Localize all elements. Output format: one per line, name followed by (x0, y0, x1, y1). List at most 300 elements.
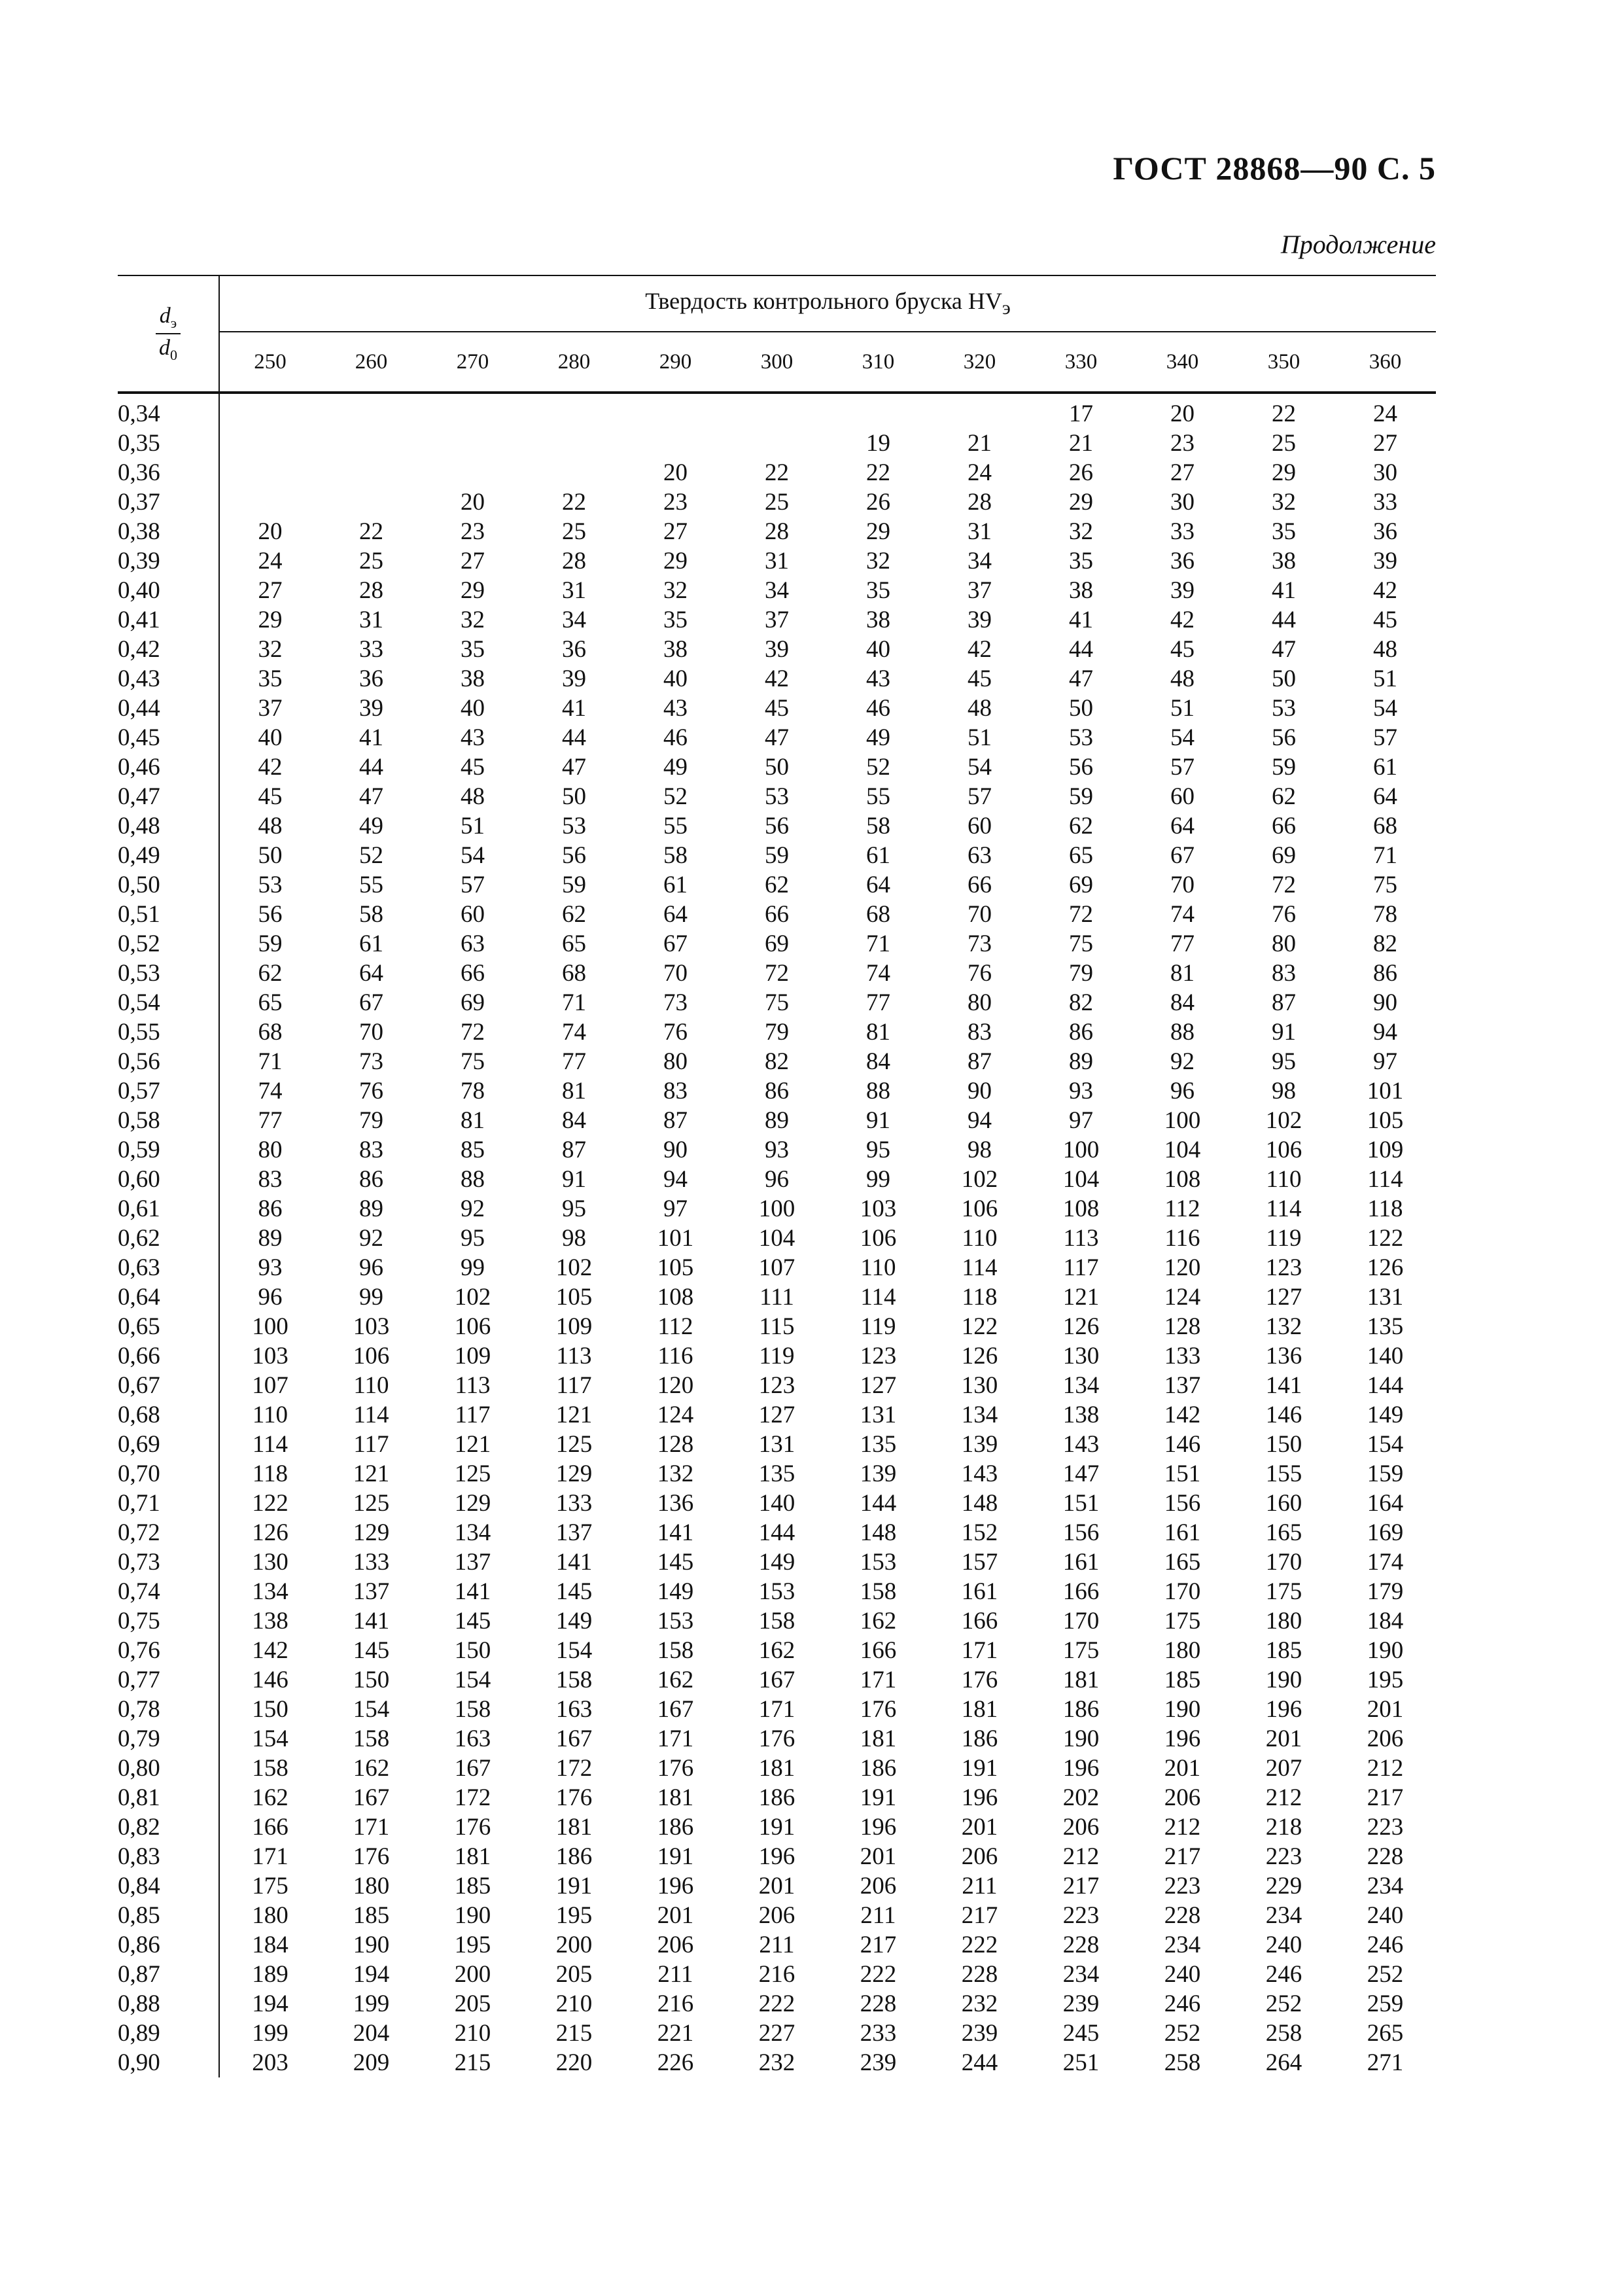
column-header: 310 (828, 332, 929, 393)
ratio-cell: 0,69 (118, 1430, 219, 1459)
value-cell (422, 393, 523, 429)
table-row (118, 752, 1436, 782)
value-cell: 72 (1272, 872, 1296, 898)
value-cell: 175 (1265, 1578, 1302, 1605)
value-cell: 137 (555, 1519, 593, 1546)
value-cell: 195 (454, 1932, 491, 1958)
value-cell: 171 (353, 1814, 390, 1841)
value-cell: 50 (258, 842, 283, 869)
value-cell: 37 (258, 695, 283, 722)
table-row (118, 870, 1436, 900)
value-cell: 38 (461, 665, 485, 692)
value-cell: 105 (1367, 1107, 1404, 1134)
value-cell: 175 (1062, 1637, 1100, 1664)
value-cell: 56 (562, 842, 586, 869)
value-cell: 27 (663, 518, 688, 545)
value-cell: 31 (765, 548, 789, 574)
value-cell: 33 (359, 636, 383, 663)
value-cell: 92 (1170, 1048, 1195, 1075)
value-cell: 121 (454, 1431, 491, 1458)
value-cell: 46 (866, 695, 890, 722)
value-cell: 49 (663, 754, 688, 781)
value-cell: 200 (454, 1961, 491, 1988)
value-cell: 170 (1164, 1578, 1201, 1605)
value-cell: 94 (663, 1166, 688, 1193)
ratio-cell: 0,72 (118, 1518, 219, 1547)
value-cell: 251 (1062, 2049, 1100, 2076)
value-cell: 141 (353, 1608, 390, 1634)
value-cell: 201 (860, 1843, 897, 1870)
value-cell: 56 (765, 813, 789, 839)
value-cell: 73 (968, 930, 992, 957)
value-cell: 88 (1170, 1019, 1195, 1046)
value-cell (726, 393, 828, 429)
value-cell: 196 (758, 1843, 795, 1870)
value-cell: 119 (860, 1313, 896, 1340)
value-cell: 80 (968, 989, 992, 1016)
value-cell: 184 (1367, 1608, 1404, 1634)
value-cell: 50 (765, 754, 789, 781)
value-cell: 84 (1170, 989, 1195, 1016)
value-cell: 200 (555, 1932, 593, 1958)
table-row (118, 1282, 1436, 1312)
value-cell: 89 (1069, 1048, 1093, 1075)
value-cell: 191 (961, 1755, 998, 1782)
value-cell: 39 (1373, 548, 1397, 574)
value-cell: 29 (1272, 459, 1296, 486)
ratio-cell: 0,52 (118, 929, 219, 959)
value-cell: 122 (1367, 1225, 1404, 1252)
value-cell: 202 (1062, 1784, 1100, 1811)
value-cell: 95 (461, 1225, 485, 1252)
value-cell: 86 (765, 1078, 789, 1104)
value-cell: 71 (258, 1048, 283, 1075)
value-cell: 73 (359, 1048, 383, 1075)
table-row (118, 929, 1436, 959)
value-cell: 24 (258, 548, 283, 574)
value-cell: 64 (1373, 783, 1397, 810)
ratio-cell: 0,50 (118, 870, 219, 900)
value-cell: 170 (1062, 1608, 1100, 1634)
value-cell: 90 (968, 1078, 992, 1104)
column-header: 300 (726, 332, 828, 393)
value-cell: 252 (1367, 1961, 1404, 1988)
value-cell (321, 458, 422, 487)
value-cell: 47 (1272, 636, 1296, 663)
value-cell: 126 (1062, 1313, 1100, 1340)
value-cell: 40 (258, 724, 283, 751)
value-cell: 60 (968, 813, 992, 839)
value-cell: 153 (758, 1578, 795, 1605)
value-cell: 62 (258, 960, 283, 987)
value-cell: 201 (961, 1814, 998, 1841)
value-cell: 161 (1164, 1519, 1201, 1546)
ratio-cell: 0,62 (118, 1224, 219, 1253)
value-cell: 185 (353, 1902, 390, 1929)
value-cell: 163 (555, 1696, 593, 1723)
value-cell: 68 (866, 901, 890, 928)
ratio-cell: 0,56 (118, 1047, 219, 1076)
value-cell: 206 (961, 1843, 998, 1870)
value-cell: 35 (1069, 548, 1093, 574)
value-cell: 222 (758, 1990, 795, 2017)
value-cell: 166 (860, 1637, 897, 1664)
value-cell: 126 (252, 1519, 288, 1546)
value-cell: 190 (1367, 1637, 1404, 1664)
table-row (118, 546, 1436, 576)
column-header: 350 (1233, 332, 1335, 393)
value-cell: 130 (252, 1549, 288, 1576)
value-cell: 45 (1373, 607, 1397, 633)
value-cell: 206 (758, 1902, 795, 1929)
value-cell: 240 (1265, 1932, 1302, 1958)
value-cell: 90 (1373, 989, 1397, 1016)
ratio-cell: 0,57 (118, 1076, 219, 1106)
value-cell: 103 (252, 1343, 288, 1369)
value-cell: 61 (359, 930, 383, 957)
ratio-fraction (156, 305, 181, 362)
table-row (118, 1371, 1436, 1400)
value-cell: 232 (758, 2049, 795, 2076)
value-cell: 39 (968, 607, 992, 633)
value-cell: 31 (968, 518, 992, 545)
table-row (118, 1783, 1436, 1812)
value-cell: 84 (562, 1107, 586, 1134)
value-cell: 34 (562, 607, 586, 633)
table-row (118, 1724, 1436, 1754)
value-cell: 26 (866, 489, 890, 516)
value-cell: 67 (663, 930, 688, 957)
value-cell: 64 (359, 960, 383, 987)
value-cell (523, 429, 625, 458)
value-cell: 38 (1272, 548, 1296, 574)
value-cell: 83 (968, 1019, 992, 1046)
value-cell: 129 (555, 1460, 593, 1487)
table-row (118, 1695, 1436, 1724)
value-cell: 20 (258, 518, 283, 545)
value-cell: 134 (961, 1402, 998, 1428)
ratio-cell: 0,76 (118, 1636, 219, 1665)
value-cell: 81 (1170, 960, 1195, 987)
value-cell: 23 (461, 518, 485, 545)
value-cell: 190 (353, 1932, 390, 1958)
ratio-cell: 0,89 (118, 2019, 219, 2048)
value-cell: 121 (1062, 1284, 1100, 1311)
value-cell: 217 (1367, 1784, 1404, 1811)
value-cell: 74 (258, 1078, 283, 1104)
value-cell: 153 (860, 1549, 897, 1576)
value-cell: 40 (866, 636, 890, 663)
value-cell: 32 (258, 636, 283, 663)
ratio-column-header (118, 275, 219, 393)
value-cell: 114 (962, 1254, 998, 1281)
value-cell: 176 (961, 1667, 998, 1693)
value-cell: 28 (765, 518, 789, 545)
value-cell: 65 (562, 930, 586, 957)
value-cell: 95 (866, 1137, 890, 1163)
value-cell: 176 (758, 1725, 795, 1752)
value-cell: 33 (1373, 489, 1397, 516)
value-cell: 167 (454, 1755, 491, 1782)
value-cell: 221 (657, 2020, 694, 2047)
value-cell: 146 (1265, 1402, 1302, 1428)
value-cell: 42 (765, 665, 789, 692)
value-cell: 59 (562, 872, 586, 898)
value-cell: 252 (1164, 2020, 1201, 2047)
value-cell: 167 (758, 1667, 795, 1693)
value-cell: 234 (1265, 1902, 1302, 1929)
value-cell: 186 (961, 1725, 998, 1752)
ratio-cell: 0,38 (118, 517, 219, 546)
value-cell: 36 (562, 636, 586, 663)
value-cell: 76 (663, 1019, 688, 1046)
value-cell: 176 (657, 1755, 694, 1782)
value-cell: 205 (454, 1990, 491, 2017)
value-cell: 72 (461, 1019, 485, 1046)
value-cell: 38 (866, 607, 890, 633)
value-cell: 19 (866, 430, 890, 457)
value-cell: 166 (252, 1814, 288, 1841)
value-cell: 64 (663, 901, 688, 928)
value-cell: 42 (258, 754, 283, 781)
value-cell: 126 (1367, 1254, 1404, 1281)
ratio-cell: 0,59 (118, 1135, 219, 1165)
value-cell: 194 (353, 1961, 390, 1988)
ratio-cell: 0,47 (118, 782, 219, 811)
value-cell: 67 (359, 989, 383, 1016)
value-cell: 32 (461, 607, 485, 633)
value-cell: 227 (758, 2020, 795, 2047)
value-cell: 154 (252, 1725, 288, 1752)
value-cell: 163 (454, 1725, 491, 1752)
value-cell: 39 (1170, 577, 1195, 604)
value-cell: 62 (562, 901, 586, 928)
table-row (118, 1842, 1436, 1871)
value-cell: 27 (1170, 459, 1195, 486)
value-cell: 150 (454, 1637, 491, 1664)
value-cell: 35 (461, 636, 485, 663)
value-cell: 228 (1367, 1843, 1404, 1870)
value-cell: 134 (454, 1519, 491, 1546)
value-cell: 246 (1367, 1932, 1404, 1958)
value-cell: 201 (758, 1873, 795, 1899)
value-cell: 121 (353, 1460, 390, 1487)
ratio-cell: 0,67 (118, 1371, 219, 1400)
value-cell: 55 (359, 872, 383, 898)
value-cell: 122 (252, 1490, 288, 1517)
value-cell (321, 487, 422, 517)
value-cell: 76 (1272, 901, 1296, 928)
ratio-cell: 0,44 (118, 694, 219, 723)
value-cell: 172 (454, 1784, 491, 1811)
ratio-cell: 0,55 (118, 1017, 219, 1047)
value-cell: 166 (961, 1608, 998, 1634)
value-cell: 186 (860, 1755, 897, 1782)
value-cell: 52 (866, 754, 890, 781)
value-cell: 47 (562, 754, 586, 781)
value-cell: 185 (454, 1873, 491, 1899)
ratio-cell: 0,54 (118, 988, 219, 1017)
value-cell: 154 (1367, 1431, 1404, 1458)
value-cell: 180 (1164, 1637, 1201, 1664)
value-cell: 205 (555, 1961, 593, 1988)
table-row (118, 841, 1436, 870)
value-cell: 131 (758, 1431, 795, 1458)
table-row (118, 988, 1436, 1017)
value-cell: 86 (1069, 1019, 1093, 1046)
value-cell: 20 (461, 489, 485, 516)
value-cell: 85 (461, 1137, 485, 1163)
value-cell: 105 (657, 1254, 694, 1281)
value-cell: 69 (765, 930, 789, 957)
value-cell: 102 (961, 1166, 998, 1193)
value-cell: 143 (1062, 1431, 1100, 1458)
value-cell: 246 (1164, 1990, 1201, 2017)
column-header: 330 (1030, 332, 1132, 393)
value-cell (726, 429, 828, 458)
column-header: 360 (1335, 332, 1436, 393)
value-cell: 80 (1272, 930, 1296, 957)
value-cell: 217 (1164, 1843, 1201, 1870)
value-cell: 103 (860, 1195, 897, 1222)
ratio-cell: 0,80 (118, 1754, 219, 1783)
table-row (118, 723, 1436, 752)
value-cell: 239 (860, 2049, 897, 2076)
value-cell: 43 (866, 665, 890, 692)
value-cell: 75 (1069, 930, 1093, 957)
value-cell: 110 (1266, 1166, 1302, 1193)
value-cell: 59 (258, 930, 283, 957)
page-header-title: ГОСТ 28868—90 С. 5 (1113, 150, 1436, 186)
value-cell: 217 (860, 1932, 897, 1958)
table-row (118, 429, 1436, 458)
value-cell: 45 (1170, 636, 1195, 663)
value-cell: 108 (1164, 1166, 1201, 1193)
value-cell: 189 (252, 1961, 288, 1988)
continuation-label: Продолжение (1280, 230, 1436, 259)
value-cell: 201 (657, 1902, 694, 1929)
value-cell: 130 (961, 1372, 998, 1399)
ratio-cell: 0,81 (118, 1783, 219, 1812)
value-cell: 157 (961, 1549, 998, 1576)
table-row (118, 1430, 1436, 1459)
value-cell: 145 (657, 1549, 694, 1576)
value-cell: 107 (758, 1254, 795, 1281)
column-header: 280 (523, 332, 625, 393)
value-cell (828, 393, 929, 429)
value-cell: 138 (252, 1608, 288, 1634)
value-cell: 129 (353, 1519, 390, 1546)
value-cell: 55 (866, 783, 890, 810)
value-cell: 171 (758, 1696, 795, 1723)
value-cell: 48 (258, 813, 283, 839)
value-cell: 34 (968, 548, 992, 574)
value-cell: 206 (860, 1873, 897, 1899)
value-cell: 100 (1062, 1137, 1100, 1163)
value-cell: 223 (1367, 1814, 1404, 1841)
value-cell: 113 (556, 1343, 592, 1369)
value-cell: 72 (1069, 901, 1093, 928)
value-cell: 186 (555, 1843, 593, 1870)
value-cell: 220 (555, 2049, 593, 2076)
ratio-cell: 0,90 (118, 2048, 219, 2077)
value-cell (321, 429, 422, 458)
value-cell: 139 (860, 1460, 897, 1487)
value-cell: 100 (1164, 1107, 1201, 1134)
value-cell: 77 (258, 1107, 283, 1134)
header-row-group (118, 275, 1436, 332)
table-body (118, 393, 1436, 2077)
ratio-cell: 0,86 (118, 1930, 219, 1960)
value-cell: 171 (252, 1843, 288, 1870)
value-cell: 234 (1164, 1932, 1201, 1958)
value-cell: 72 (765, 960, 789, 987)
table-row (118, 517, 1436, 546)
value-cell: 27 (1373, 430, 1397, 457)
value-cell: 145 (555, 1578, 593, 1605)
table-row (118, 1106, 1436, 1135)
value-cell: 88 (461, 1166, 485, 1193)
value-cell: 44 (359, 754, 383, 781)
value-cell: 66 (1272, 813, 1296, 839)
table-row (118, 1076, 1436, 1106)
value-cell: 196 (860, 1814, 897, 1841)
value-cell: 96 (359, 1254, 383, 1281)
table-row (118, 1547, 1436, 1577)
value-cell: 61 (866, 842, 890, 869)
value-cell: 77 (562, 1048, 586, 1075)
value-cell: 32 (1069, 518, 1093, 545)
table-row (118, 811, 1436, 841)
value-cell: 218 (1265, 1814, 1302, 1841)
table-row (118, 1341, 1436, 1371)
value-cell: 161 (961, 1578, 998, 1605)
value-cell: 146 (252, 1667, 288, 1693)
value-cell: 144 (860, 1490, 897, 1517)
value-cell: 190 (1062, 1725, 1100, 1752)
value-cell: 60 (1170, 783, 1195, 810)
value-cell: 53 (765, 783, 789, 810)
value-cell: 162 (860, 1608, 897, 1634)
value-cell: 71 (562, 989, 586, 1016)
ratio-cell: 0,65 (118, 1312, 219, 1341)
value-cell: 124 (1164, 1284, 1201, 1311)
value-cell: 23 (1170, 430, 1195, 457)
value-cell: 125 (353, 1490, 390, 1517)
value-cell: 81 (562, 1078, 586, 1104)
ratio-cell: 0,42 (118, 635, 219, 664)
value-cell: 226 (657, 2049, 694, 2076)
value-cell: 96 (1170, 1078, 1195, 1104)
value-cell: 119 (759, 1343, 795, 1369)
value-cell: 131 (1367, 1284, 1404, 1311)
table-row (118, 900, 1436, 929)
value-cell: 228 (1062, 1932, 1100, 1958)
value-cell: 176 (555, 1784, 593, 1811)
value-cell (422, 458, 523, 487)
value-cell: 45 (258, 783, 283, 810)
value-cell: 57 (461, 872, 485, 898)
value-cell: 84 (866, 1048, 890, 1075)
value-cell: 83 (1272, 960, 1296, 987)
value-cell: 69 (1272, 842, 1296, 869)
value-cell: 91 (1272, 1019, 1296, 1046)
header-row-columns (118, 332, 1436, 393)
value-cell: 166 (1062, 1578, 1100, 1605)
value-cell: 158 (657, 1637, 694, 1664)
value-cell: 63 (968, 842, 992, 869)
value-cell: 65 (1069, 842, 1093, 869)
